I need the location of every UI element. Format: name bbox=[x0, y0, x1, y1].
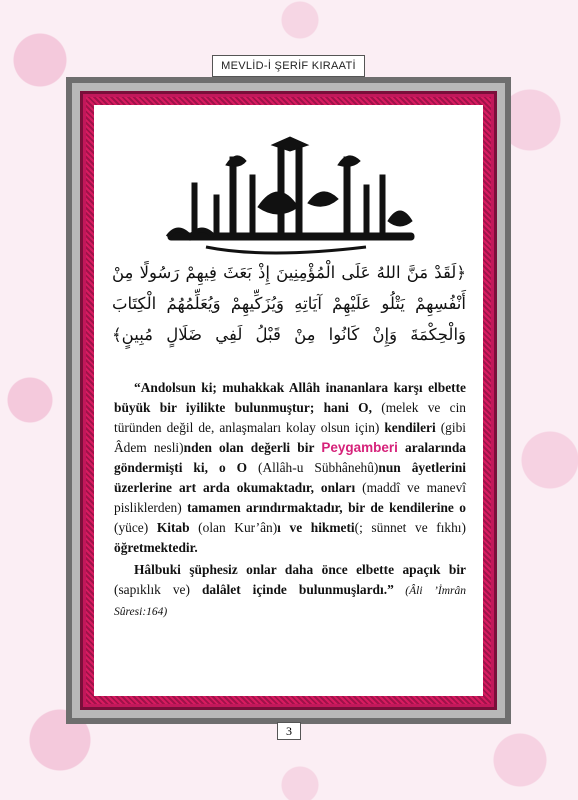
page-number-box bbox=[277, 722, 301, 740]
turkish-translation bbox=[114, 378, 466, 622]
translation-segment: (maddî ve manevî pisliklerden) bbox=[114, 480, 466, 515]
basmala-calligraphy-icon bbox=[166, 135, 416, 260]
translation-paragraph bbox=[114, 378, 466, 558]
translation-segment: kendileri bbox=[384, 420, 436, 435]
translation-segment: Hâlbuki şüphesiz onlar daha önce elbette apaçık bir bbox=[134, 562, 466, 577]
translation-segment: (gibi Âdem nesli) bbox=[114, 420, 466, 455]
translation-segment: öğretmektedir. bbox=[114, 540, 198, 555]
translation-segment: aralarında göndermişti ki, o O bbox=[114, 440, 466, 475]
translation-segment: (sapıklık ve) bbox=[114, 582, 202, 597]
translation-segment: (melek ve cin türünden değil de, anlaşmaları kolay olsun için) bbox=[114, 400, 467, 435]
arabic-verse-line: وَالْحِكْمَةَ وَإِنْ كَانُوا مِنْ قَبْلُ لَفِي ضَلَالٍ مُبِينٍ﴾ bbox=[112, 325, 466, 344]
translation-segment: (; sünnet ve fıkhı) bbox=[354, 520, 466, 535]
translation-segment: (yüce) bbox=[114, 520, 157, 535]
translation-segment: (olan Kur’ân) bbox=[189, 520, 278, 535]
translation-segment: nden olan değerli bir bbox=[183, 440, 322, 455]
translation-segment: (Allâh-u Sübhânehû) bbox=[247, 460, 379, 475]
translation-segment: ı ve hikmeti bbox=[277, 520, 355, 535]
arabic-verse bbox=[112, 257, 466, 350]
translation-segment: “Andolsun ki; muhakkak Allâh inananlara karşı elbette büyük bir iyilikte bulunmuştur; hani O, bbox=[114, 380, 466, 415]
page-number: 3 bbox=[286, 723, 292, 738]
arabic-verse-line: أَنْفُسِهِمْ يَتْلُو عَلَيْهِمْ آيَاتِهِ وَيُزَكِّيهِمْ وَيُعَلِّمُهُمُ الْكِتَابَ bbox=[112, 294, 466, 313]
book-title: MEVLİD-İ ŞERİF KIRAATİ bbox=[221, 60, 356, 72]
verse-citation: (Âli ’İmrân Sûresi:164) bbox=[114, 585, 467, 618]
translation-segment: tamamen arındırmaktadır, bir de kendilerine o bbox=[187, 500, 466, 515]
highlighted-word: Peygamberi bbox=[321, 440, 398, 455]
translation-segment: nun âyetlerini üzerlerine art arda okumaktadır, onları bbox=[114, 460, 466, 495]
translation-paragraph bbox=[114, 560, 466, 622]
translation-segment: dalâlet içinde bulunmuşlardı.” bbox=[201, 582, 394, 597]
arabic-verse-line: ﴿لَقَدْ مَنَّ اللهُ عَلَى الْمُؤْمِنِينَ إِذْ بَعَثَ فِيهِمْ رَسُولًا مِنْ bbox=[112, 263, 466, 282]
page-content bbox=[94, 105, 483, 696]
translation-segment: Kitab bbox=[156, 520, 190, 535]
book-title-tab bbox=[212, 55, 365, 77]
